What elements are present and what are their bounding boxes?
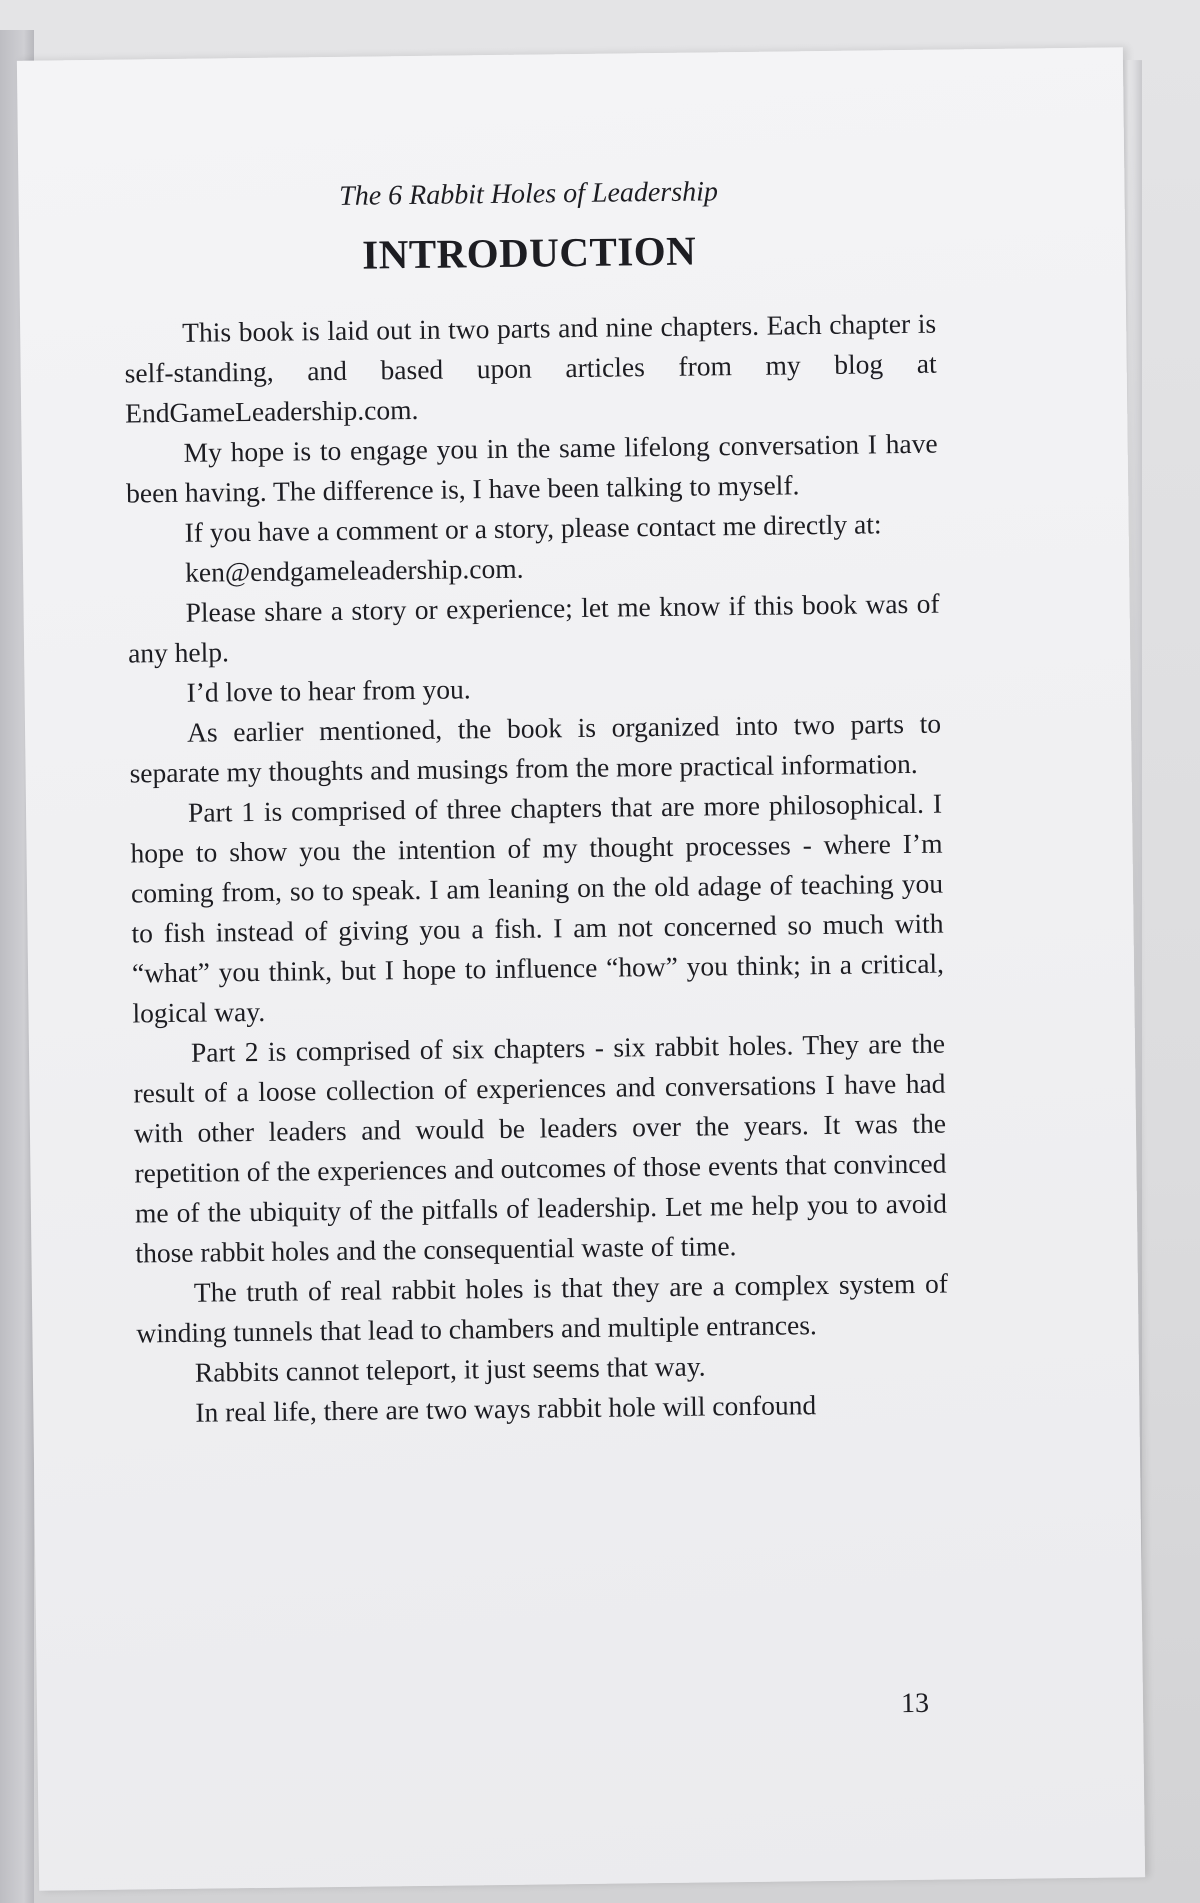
email-address: ken@endgameleadership.com. bbox=[184, 552, 524, 588]
paragraph: Rabbits cannot teleport, it just seems that way. bbox=[194, 1350, 706, 1388]
page-number: 13 bbox=[900, 1687, 930, 1720]
paragraph: As earlier mentioned, the book is organized into two parts to separate my thoughts and musings from the more practical information. bbox=[129, 707, 942, 789]
paragraph: Part 1 is comprised of three chapters that are more philosophical. I hope to show you the intention of my thought processes - where I’m coming from, so to speak. I am leaning on the old adage of teaching you to fish instead of giving you a fish. I am not concerned so much with “what” you think, but I hope to influence “how” you think; in a critical, logical way. bbox=[130, 787, 945, 1029]
paragraph: The truth of real rabbit holes is that they are a complex system of winding tunnels that lead to chambers and multiple entrances. bbox=[136, 1267, 949, 1349]
paragraph: I’d love to hear from you. bbox=[186, 673, 471, 708]
paragraph: Please share a story or experience; let me know if this book was of any help. bbox=[127, 587, 940, 669]
paragraph: In real life, there are two ways rabbit hole will confound bbox=[195, 1389, 817, 1428]
paragraph: Part 2 is comprised of six chapters - six rabbit holes. They are the result of a loose collection of experiences and conversations I have had with other leaders and would be leaders over the years. It was the repetition of the experiences and outcomes of those events that convinced me of the ubiquity of the pitfalls of leadership. Let me help you to avoid those rabbit holes and the consequential waste of time. bbox=[133, 1027, 948, 1269]
paragraph: If you have a comment or a story, please contact me directly at: bbox=[184, 508, 882, 548]
bleed-through-shadow: ​ bbox=[755, 284, 757, 317]
running-head: The 6 Rabbit Holes of Leadership bbox=[338, 176, 719, 212]
page-content bbox=[122, 170, 949, 1434]
paragraph: This book is laid out in two parts and nine chapters. Each chapter is self-standing, and based upon articles from my blog at EndGameLeadership.com. bbox=[124, 307, 937, 429]
paragraph: My hope is to engage you in the same lifelong conversation I have been having. The difference is, I have been talking to myself. bbox=[125, 427, 938, 509]
book-page bbox=[17, 47, 1145, 1890]
chapter-title: INTRODUCTION bbox=[361, 227, 697, 278]
